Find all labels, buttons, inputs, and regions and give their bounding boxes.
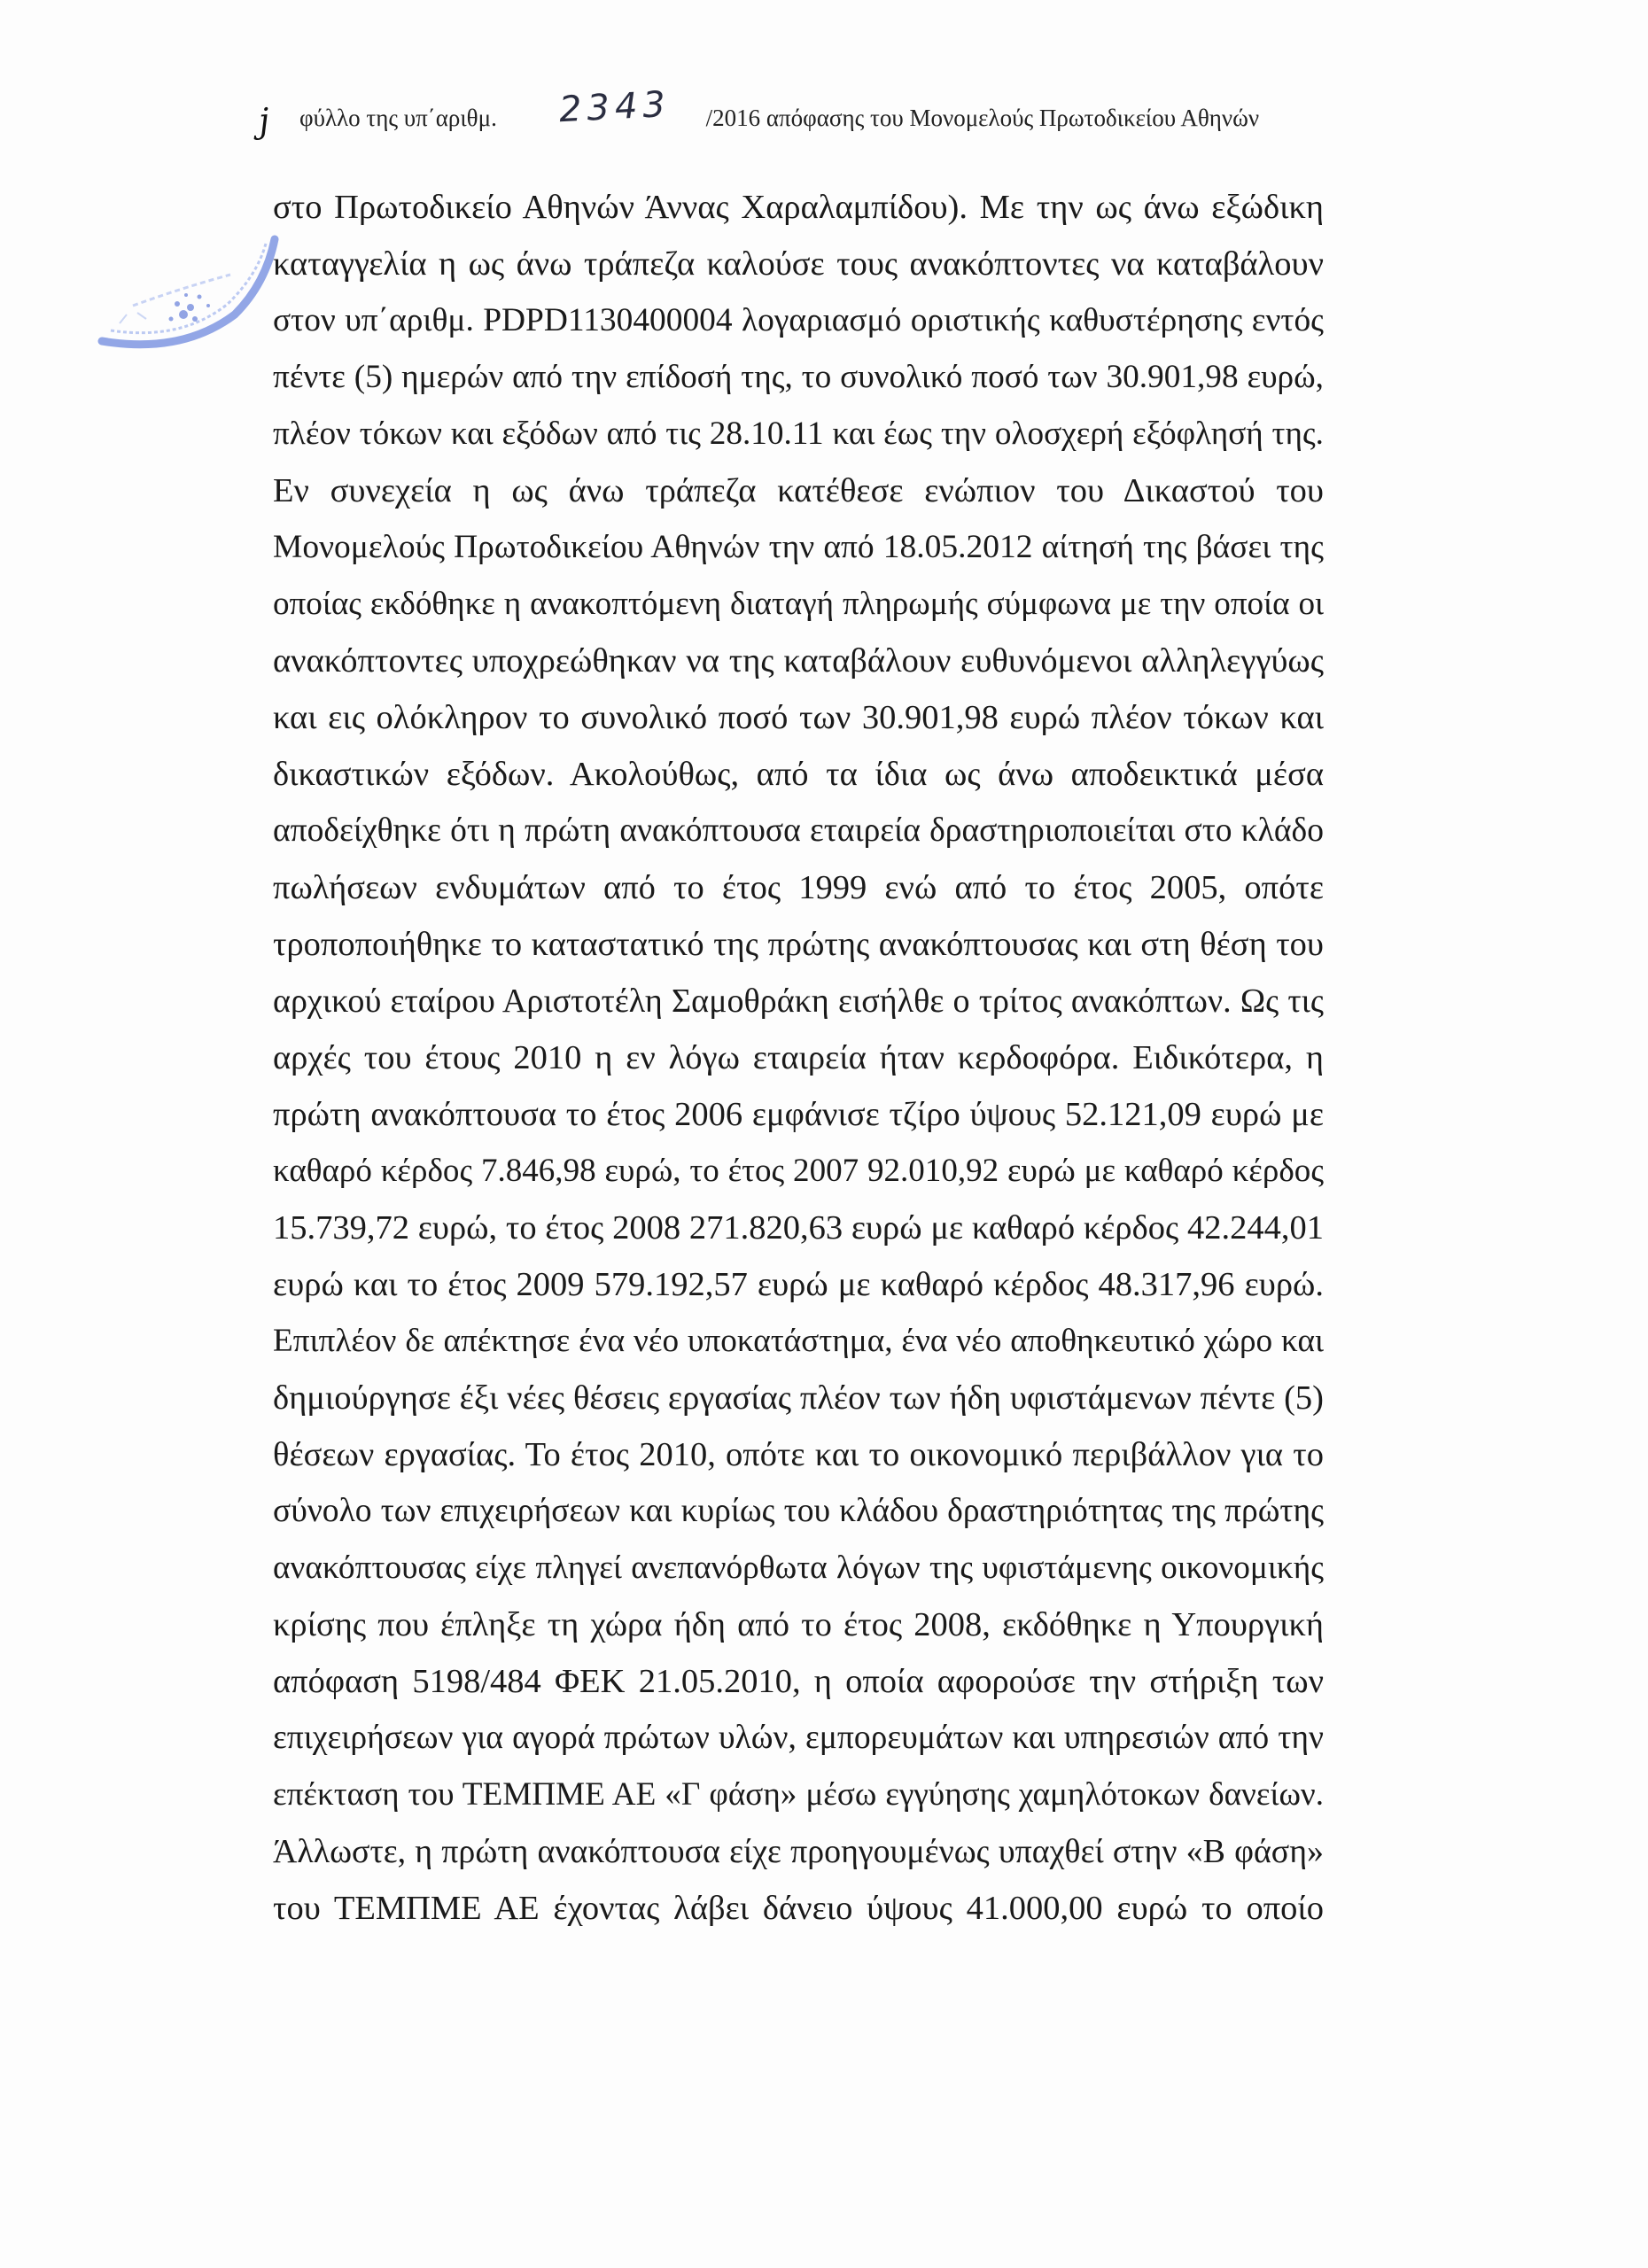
text-line: σύνολο των επιχειρήσεων και κυρίως του κλάδου δραστηριότητας της πρώτης	[273, 1493, 1324, 1529]
text-line: αρχές του έτους 2010 η εν λόγω εταιρεία ήταν κερδοφόρα. Ειδικότερα, η	[273, 1039, 1324, 1076]
text-line: απόφαση 5198/484 ΦΕΚ 21.05.2010, η οποία αφορούσε την στήριξη των	[273, 1663, 1324, 1700]
text-line: καταγγελία η ως άνω τράπεζα καλούσε τους ανακόπτοντες να καταβάλουν	[273, 245, 1324, 283]
text-line: θέσεων εργασίας. Το έτος 2010, οπότε και το οικονομικό περιβάλλον για το	[273, 1436, 1324, 1473]
text-line: πωλήσεων ενδυμάτων από το έτος 1999 ενώ από το έτος 2005, οπότε	[273, 869, 1324, 906]
text-line: κρίσης που έπληξε τη χώρα ήδη από το έτος 2008, εκδόθηκε η Υπουργική	[273, 1606, 1324, 1643]
handwritten-sheet-number: ϳ	[257, 100, 271, 141]
text-line: καθαρό κέρδος 7.846,98 ευρώ, το έτος 2007 92.010,92 ευρώ με καθαρό κέρδος	[273, 1153, 1324, 1189]
text-line: Εν συνεχεία η ως άνω τράπεζα κατέθεσε ενώπιον του Δικαστού του	[273, 472, 1324, 509]
text-line: δημιούργησε έξι νέες θέσεις εργασίας πλέον των ήδη υφιστάμενων πέντε (5)	[273, 1379, 1324, 1417]
text-line: ευρώ και το έτος 2009 579.192,57 ευρώ με καθαρό κέρδος 48.317,96 ευρώ.	[273, 1266, 1324, 1303]
court-stamp-icon	[84, 190, 288, 368]
header-suffix: /2016 απόφασης του Μονομελούς Πρωτοδικείου Αθηνών	[705, 105, 1260, 131]
text-line: επιχειρήσεων για αγορά πρώτων υλών, εμπορευμάτων και υπηρεσιών από την	[273, 1720, 1324, 1756]
text-line: Επιπλέον δε απέκτησε ένα νέο υποκατάστημα, ένα νέο αποθηκευτικό χώρο και	[273, 1323, 1324, 1359]
text-line: Άλλωστε, η πρώτη ανακόπτουσα είχε προηγουμένως υπαχθεί στην «Β φάση»	[273, 1833, 1324, 1870]
text-line: πέντε (5) ημερών από την επίδοσή της, το συνολικό ποσό των 30.901,98 ευρώ,	[273, 359, 1324, 395]
text-line: του ΤΕΜΠΜΕ ΑΕ έχοντας λάβει δάνειο ύψους 41.000,00 ευρώ το οποίο	[273, 1890, 1324, 1927]
text-line: αρχικού εταίρου Αριστοτέλη Σαμοθράκη εισήλθε ο τρίτος ανακόπτων. Ως τις	[273, 983, 1324, 1020]
text-line: στον υπ΄αριθμ. PDPD1130400004 λογαριασμό οριστικής καθυστέρησης εντός	[273, 302, 1324, 338]
document-body	[273, 179, 1324, 1937]
text-line: δικαστικών εξόδων. Ακολούθως, από τα ίδια ως άνω αποδεικτικά μέσα	[273, 756, 1324, 793]
text-line: πλέον τόκων και εξόδων από τις 28.10.11 και έως την ολοσχερή εξόφλησή της.	[273, 416, 1324, 452]
text-line: Μονομελούς Πρωτοδικείου Αθηνών την από 18.05.2012 αίτησή της βάσει της	[273, 529, 1324, 565]
text-line: στο Πρωτοδικείο Αθηνών Άννας Χαραλαμπίδου). Με την ως άνω εξώδικη	[273, 189, 1324, 226]
header-prefix: φύλλο της υπ΄αριθμ.	[299, 105, 497, 131]
text-line: 15.739,72 ευρώ, το έτος 2008 271.820,63 ευρώ με καθαρό κέρδος 42.244,01	[273, 1209, 1324, 1247]
text-line: οποίας εκδόθηκε η ανακοπτόμενη διαταγή πληρωμής σύμφωνα με την οποία οι	[273, 586, 1324, 622]
text-line: τροποποιήθηκε το καταστατικό της πρώτης ανακόπτουσας και στη θέση του	[273, 926, 1324, 963]
text-line: ανακόπτουσας είχε πληγεί ανεπανόρθωτα λόγων της υφιστάμενης οικονομικής	[273, 1550, 1324, 1586]
text-line: και εις ολόκληρον το συνολικό ποσό των 30.901,98 ευρώ πλέον τόκων και	[273, 699, 1324, 736]
handwritten-decision-number: 2343	[557, 83, 672, 131]
text-line: επέκταση του ΤΕΜΠΜΕ ΑΕ «Γ φάση» μέσω εγγύησης χαμηλότοκων δανείων.	[273, 1776, 1324, 1813]
text-line: αποδείχθηκε ότι η πρώτη ανακόπτουσα εταιρεία δραστηριοποιείται στο κλάδο	[273, 812, 1324, 849]
text-line: ανακόπτοντες υποχρεώθηκαν να της καταβάλουν ευθυνόμενοι αλληλεγγύως	[273, 642, 1324, 680]
page-header	[257, 83, 1304, 141]
text-line: πρώτη ανακόπτουσα το έτος 2006 εμφάνισε τζίρο ύψους 52.121,09 ευρώ με	[273, 1096, 1324, 1133]
